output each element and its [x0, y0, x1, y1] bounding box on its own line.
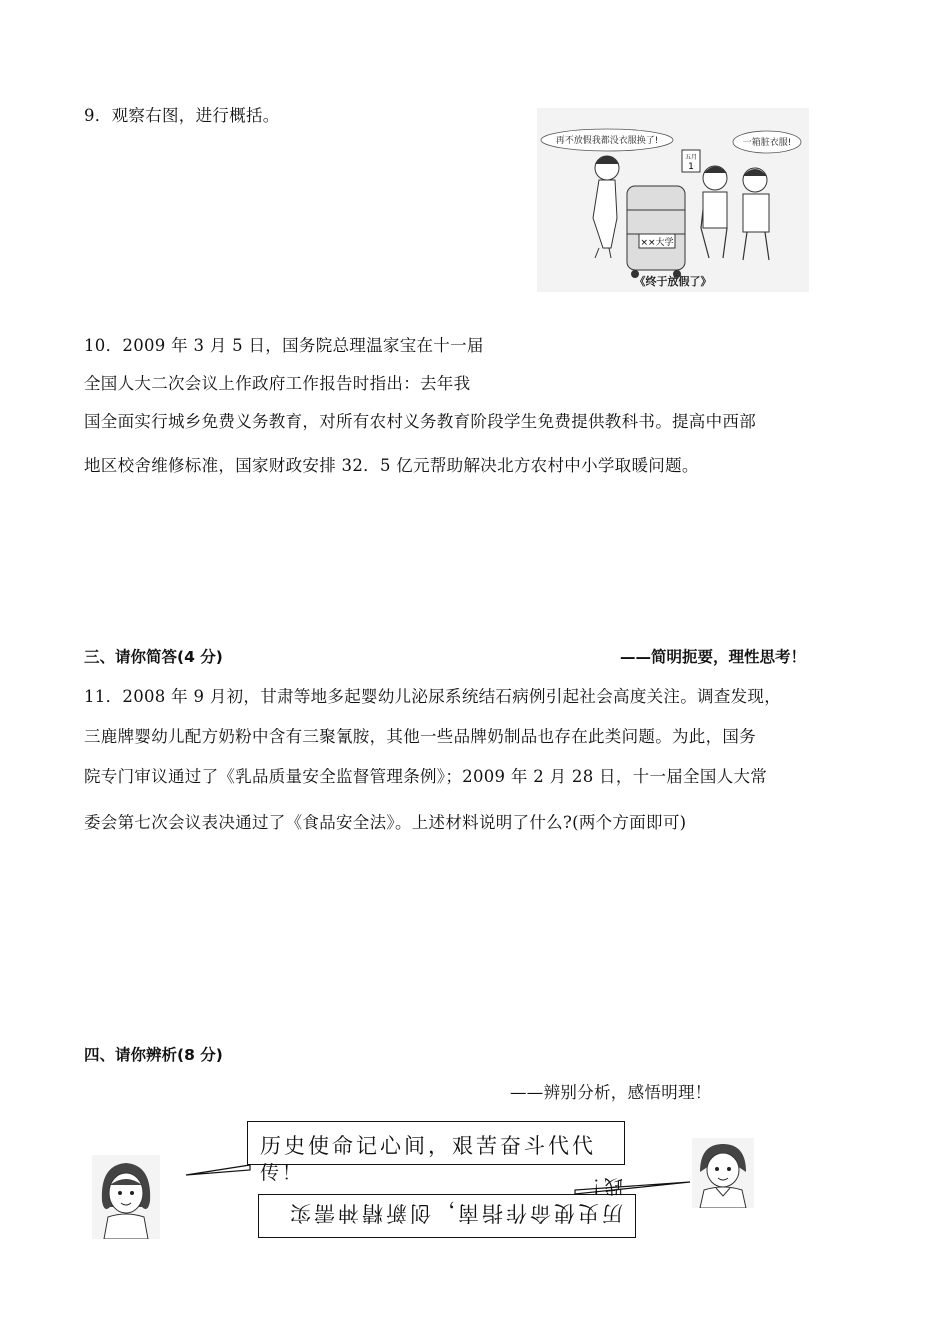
- q11-line-3: 院专门审议通过了《乳品质量安全监督管理条例》；2009 年 2 月 28 日，十一届全国人大常: [84, 767, 768, 786]
- calendar-day: 1: [688, 162, 694, 172]
- q11-line-1: 11．2008 年 9 月初，甘肃等地多起婴幼儿泌尿系统结石病例引起社会高度关注。调查发现，: [84, 687, 782, 706]
- section3-motto: ——简明扼要，理性思考！: [620, 648, 807, 666]
- section4-motto: ——辨别分析，感悟明理！: [510, 1083, 712, 1102]
- speech-bubble-right: [258, 1175, 636, 1238]
- cartoon-caption: 《终于放假了》: [634, 275, 712, 288]
- q11-line-2: 三鹿牌婴幼儿配方奶粉中含有三聚氰胺，其他一些品牌奶制品也存在此类问题。为此，国务: [84, 727, 756, 746]
- suitcase-label: ××大学: [640, 238, 674, 248]
- speech-right-text: 一箱脏衣服!: [742, 138, 792, 148]
- q9-text: 9．观察右图，进行概括。: [84, 106, 280, 125]
- speech-bubble-right-line1: 历史使命作指南，创新精神需实: [287, 1201, 623, 1225]
- q10-line-3: 国全面实行城乡免费义务教育，对所有农村义务教育阶段学生免费提供教科书。提高中西部: [84, 412, 756, 431]
- calendar-month: 五月: [684, 154, 698, 161]
- speech-left-text: 再不放假我都没衣服换了!: [555, 136, 659, 146]
- speech-bubble-left-line2: 传！: [260, 1162, 305, 1184]
- q10-line-1: 10．2009 年 3 月 5 日，国务院总理温家宝在十一届: [84, 336, 484, 355]
- q10-line-4: 地区校舍维修标准，国家财政安排 32．5 亿元帮助解决北方农村中小学取暖问题。: [84, 456, 699, 475]
- q11-line-4: 委会第七次会议表决通过了《食品安全法》。上述材料说明了什么?(两个方面即可): [84, 813, 687, 832]
- q10-line-2: 全国人大二次会议上作政府工作报告时指出：去年我: [84, 374, 471, 393]
- speech-bubble-right-line2: 践！: [578, 1175, 623, 1197]
- section4-heading: 四、请你辨析(8 分): [84, 1046, 223, 1064]
- speech-bubble-left: [247, 1121, 625, 1184]
- speech-bubble-left-line1: 历史使命记心间，艰苦奋斗代代: [260, 1134, 596, 1158]
- section3-heading: 三、请你简答(4 分): [84, 648, 223, 666]
